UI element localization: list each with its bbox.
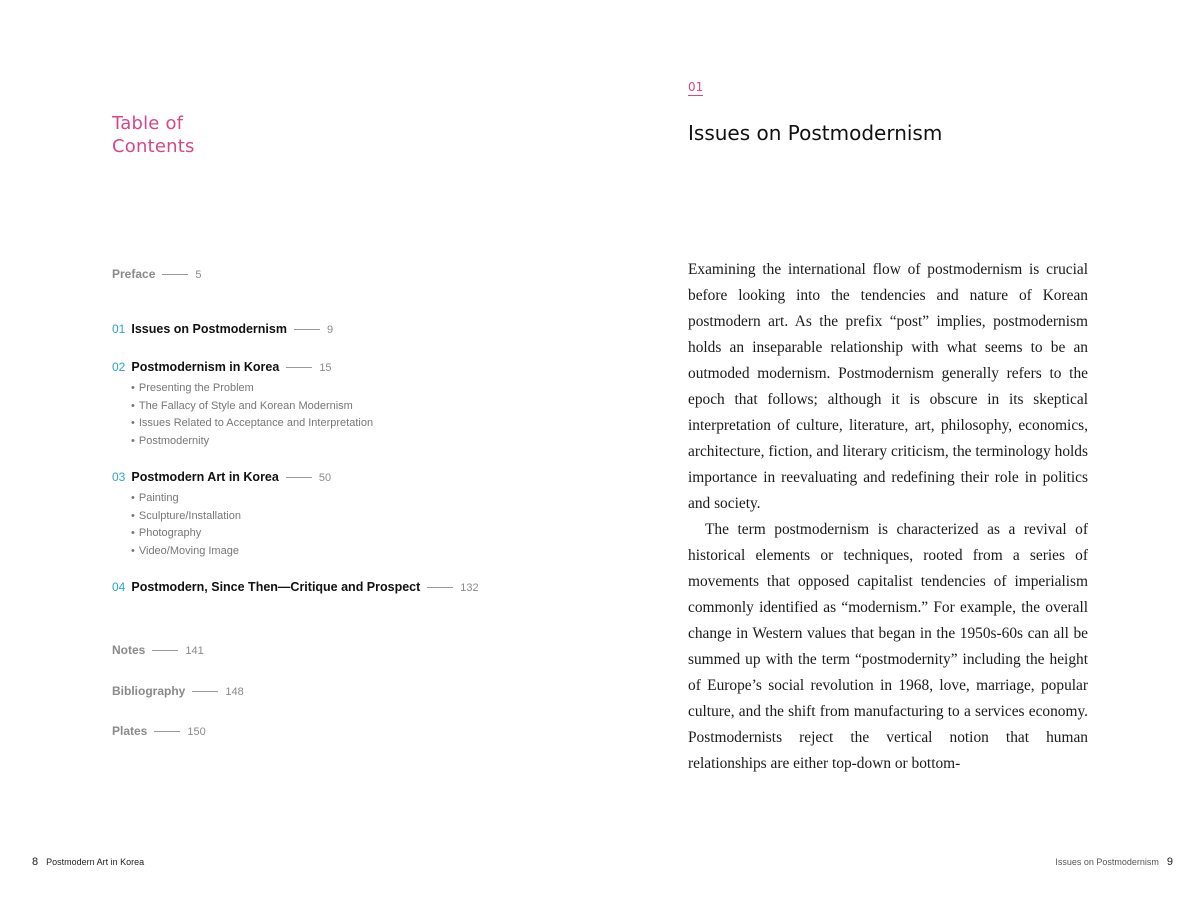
chapter-title: Postmodernism in Korea xyxy=(131,360,280,374)
chapter-page: 50 xyxy=(318,472,332,484)
leader-dash xyxy=(162,274,188,275)
toc-entry-page: 5 xyxy=(195,269,202,281)
paragraph-1: Examining the international flow of postmodernism is crucial before looking into the tendencies and nature of Korean postmodern art. As the prefix “post” implies, postmodernism holds an inseparable relationship with what seems to be an outmoded modernism. Postmodernism generally refers to the epoch that follows; although it is obscure in its skeptical interpretation of culture, literature, art, philosophy, economics, architecture, fiction, and literary criticism, the terminology holds importance in reevaluating and redefining their role in politics and society. xyxy=(688,261,1088,512)
toc-title-line1: Table of xyxy=(112,113,184,134)
chapter-03-sections xyxy=(131,490,241,560)
toc-entry-page: 148 xyxy=(225,686,244,698)
toc-chapter-02[interactable] xyxy=(112,360,332,374)
toc-subsection[interactable]: • Painting xyxy=(131,490,241,508)
leader-dash xyxy=(192,691,218,692)
paragraph-2: The term postmodernism is characterized as a revival of historical elements or techniques, rooted from a series of movements that opposed capitalist tendencies of imperialism commonly identified as “modernism.” For example, the overall change in Western values that began in the 1950s-60s can all be summed up with the term “postmodernity” including the height of Europe’s social revolution in 1968, love, marriage, popular culture, and the shift from manufacturing to a services economy. Postmodernists reject the vertical notion that human relationships are either top-down or bottom- xyxy=(688,521,1088,772)
chapter-title: Postmodern Art in Korea xyxy=(131,470,279,484)
toc-chapter-03[interactable] xyxy=(112,470,331,484)
chapter-page: 132 xyxy=(460,582,479,594)
toc-title-line2: Contents xyxy=(112,136,195,157)
toc-entry-preface[interactable] xyxy=(112,267,202,281)
toc-entry-page: 150 xyxy=(187,726,206,738)
toc-chapter-04[interactable] xyxy=(112,580,479,594)
running-title: Postmodern Art in Korea xyxy=(46,857,145,867)
right-page xyxy=(600,0,1200,900)
chapter-title: Postmodern, Since Then—Critique and Prospect xyxy=(131,580,421,594)
body-text xyxy=(688,257,1088,777)
leader-dash xyxy=(152,650,178,651)
toc-entry-label: Plates xyxy=(112,724,148,738)
toc-subsection[interactable]: • Photography xyxy=(131,525,241,543)
right-folio xyxy=(1055,856,1173,868)
toc-subsection[interactable]: • The Fallacy of Style and Korean Modernism xyxy=(131,398,373,416)
toc-entry-label: Bibliography xyxy=(112,684,186,698)
page-number: 9 xyxy=(1166,856,1173,868)
chapter-label: 01 xyxy=(688,80,704,94)
leader-dash xyxy=(427,587,453,588)
chapter-number: 04 xyxy=(112,580,126,594)
chapter-heading: Issues on Postmodernism xyxy=(688,121,943,145)
chapter-number: 02 xyxy=(112,360,126,374)
running-title: Issues on Postmodernism xyxy=(1055,857,1159,867)
toc-entry-label: Notes xyxy=(112,643,146,657)
chapter-number: 03 xyxy=(112,470,126,484)
leader-dash xyxy=(294,329,320,330)
toc-title xyxy=(112,112,195,158)
toc-entry-page: 141 xyxy=(185,645,204,657)
toc-entry-notes[interactable] xyxy=(112,643,204,657)
toc-entry-label: Preface xyxy=(112,267,156,281)
chapter-02-sections xyxy=(131,380,373,450)
left-folio xyxy=(32,856,144,868)
chapter-title: Issues on Postmodernism xyxy=(131,322,287,336)
toc-subsection[interactable]: • Presenting the Problem xyxy=(131,380,373,398)
toc-entry-bibliography[interactable] xyxy=(112,684,244,698)
page-number: 8 xyxy=(32,856,39,868)
toc-subsection[interactable]: • Video/Moving Image xyxy=(131,543,241,561)
toc-entry-plates[interactable] xyxy=(112,724,206,738)
leader-dash xyxy=(286,367,312,368)
chapter-page: 15 xyxy=(319,362,332,374)
chapter-page: 9 xyxy=(326,324,334,336)
toc-chapter-01[interactable] xyxy=(112,322,333,336)
chapter-number: 01 xyxy=(112,322,126,336)
leader-dash xyxy=(154,731,180,732)
leader-dash xyxy=(286,477,312,478)
toc-subsection[interactable]: • Sculpture/Installation xyxy=(131,508,241,526)
toc-subsection[interactable]: • Postmodernity xyxy=(131,433,373,451)
toc-subsection[interactable]: • Issues Related to Acceptance and Interpretation xyxy=(131,415,373,433)
